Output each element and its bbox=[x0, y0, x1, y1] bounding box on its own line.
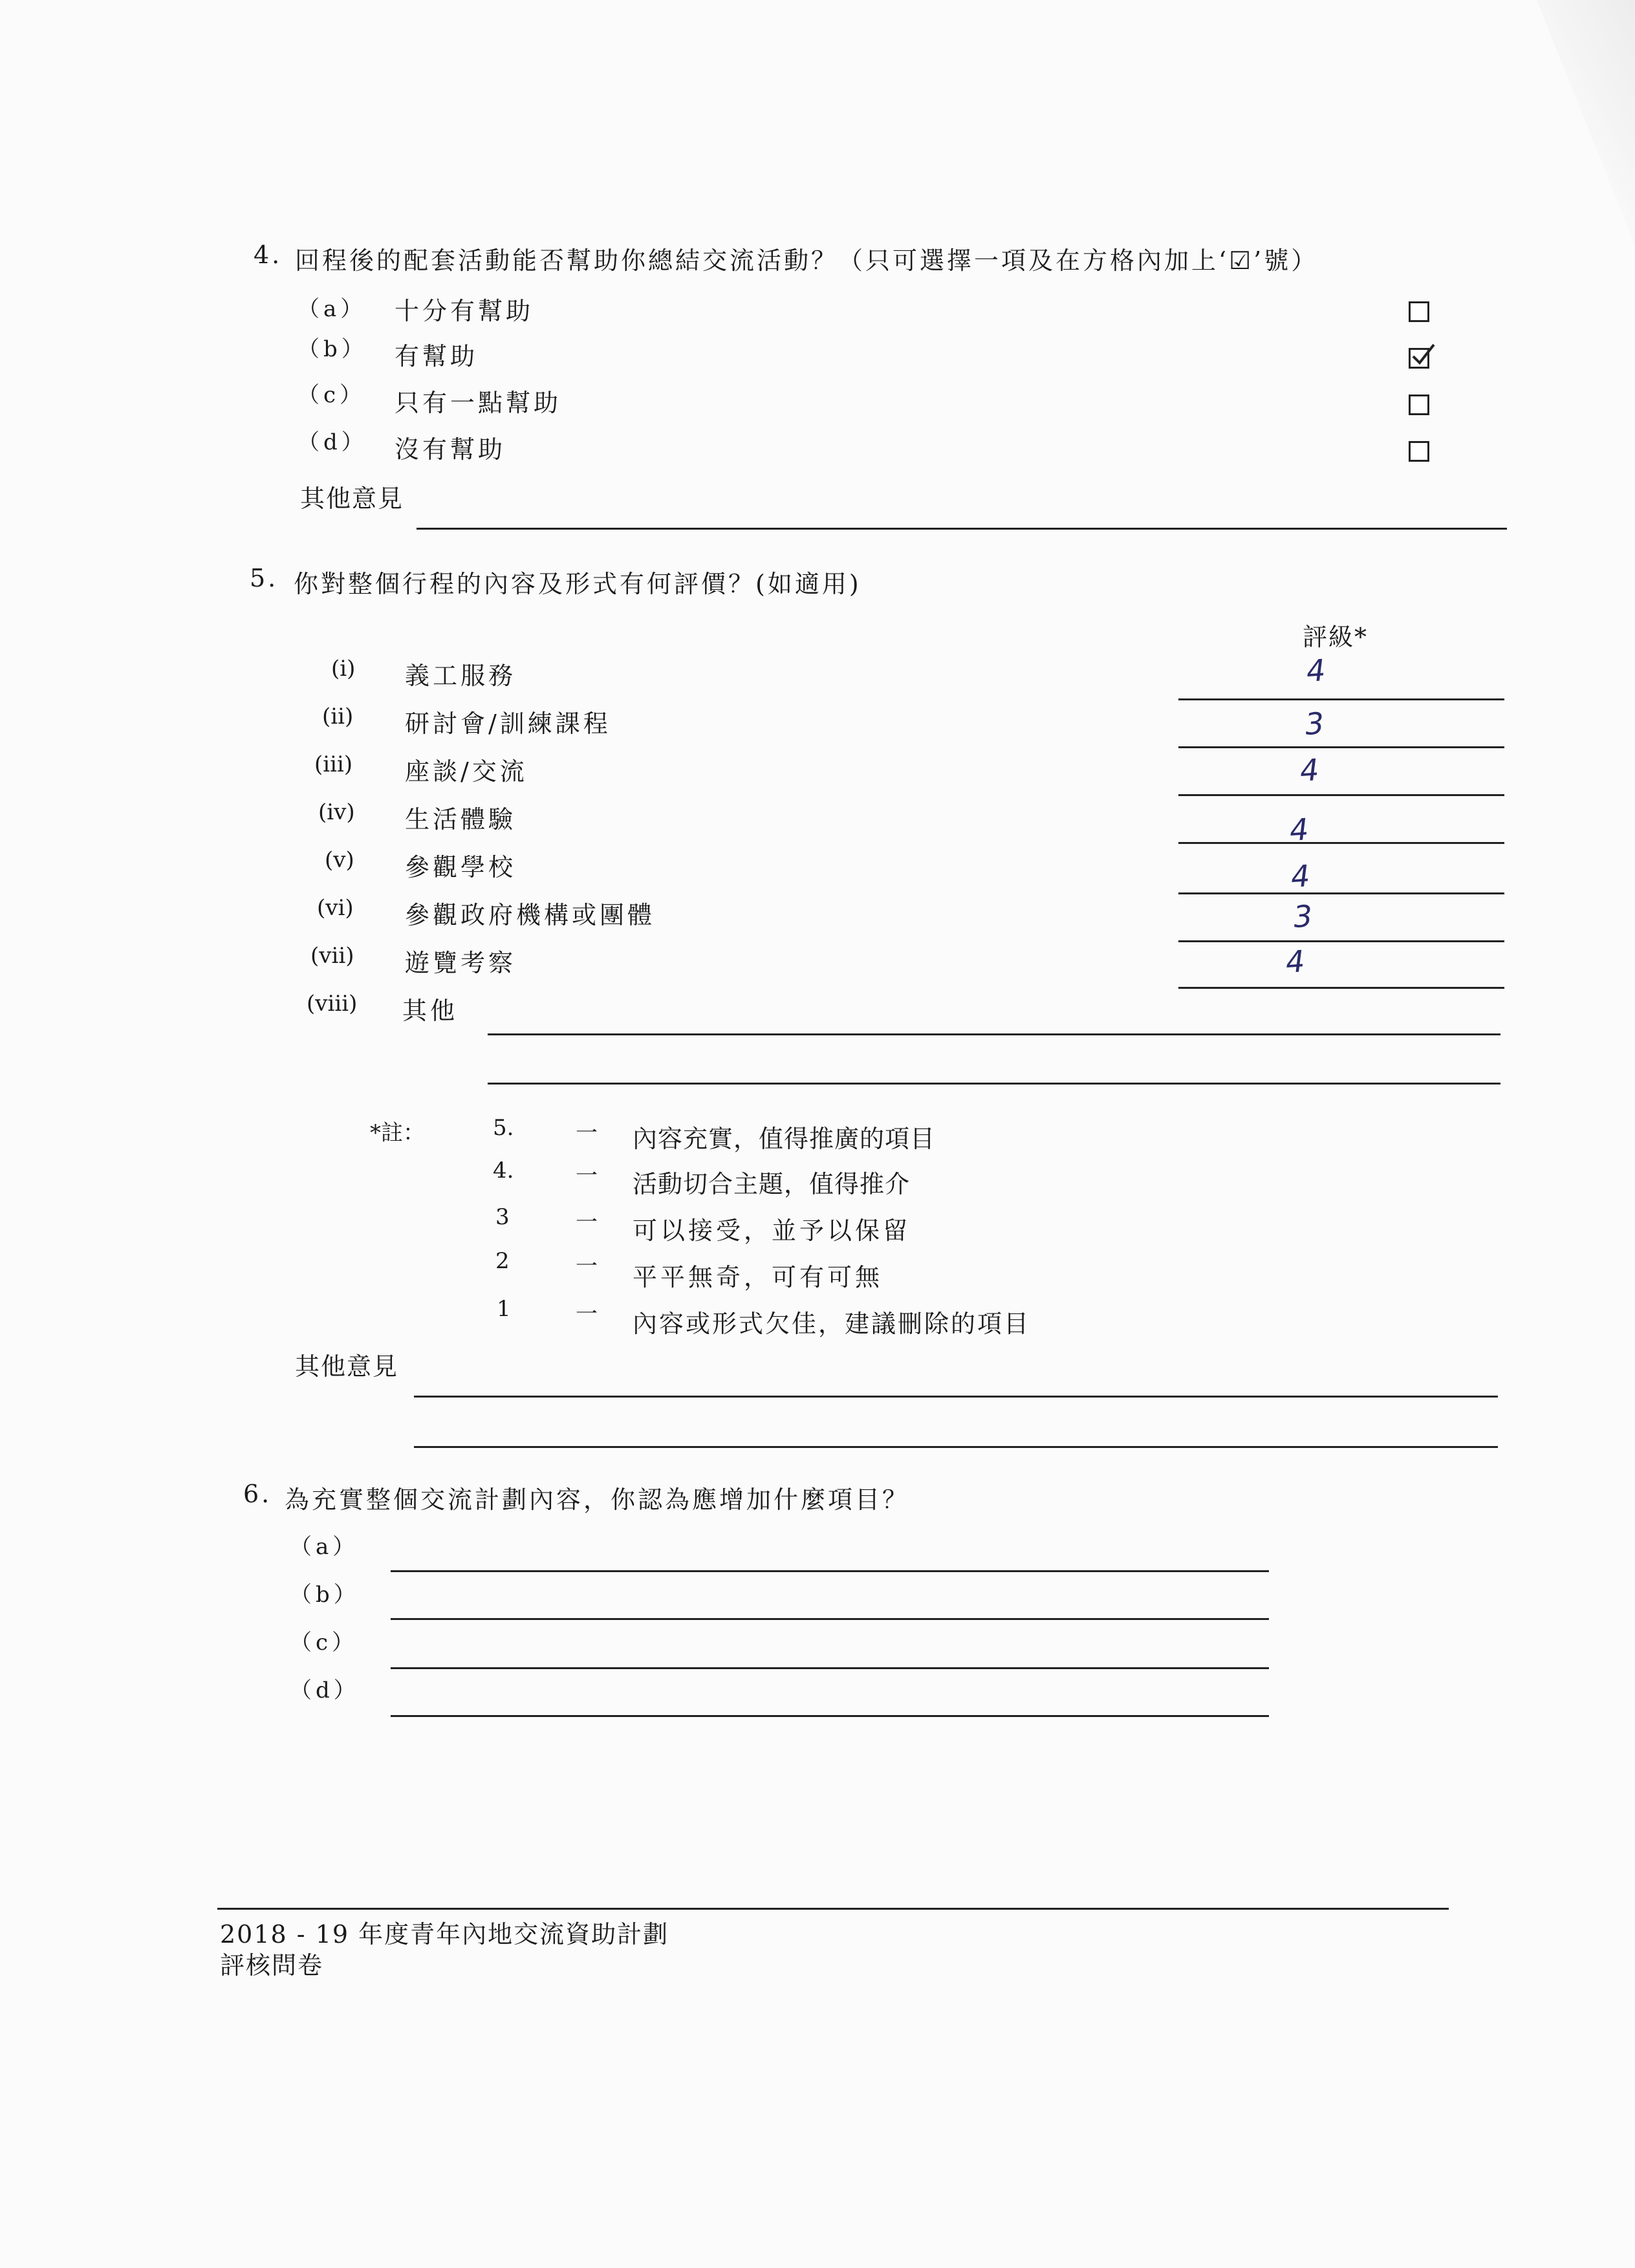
q6-answer-line[interactable] bbox=[391, 1618, 1269, 1620]
q5-item-label: (iii) bbox=[314, 751, 353, 777]
q4-option-c-label: （c） bbox=[298, 382, 366, 408]
q4-option-c-text: 只有一點幫助 bbox=[395, 389, 562, 417]
footer-program-title: 2018 - 19 年度青年內地交流資助計劃 bbox=[220, 1920, 669, 1949]
scale-desc: 內容或形式欠佳，建議刪除的項目 bbox=[633, 1310, 1031, 1338]
q5-other-opinion-line-1[interactable] bbox=[414, 1396, 1498, 1398]
q5-other-opinion-line-2[interactable] bbox=[414, 1446, 1498, 1448]
scale-dash: 一 bbox=[576, 1253, 598, 1279]
q4-option-a-label: （a） bbox=[298, 296, 367, 322]
q6-number: 6. bbox=[243, 1480, 272, 1508]
scale-desc: 可以接受，並予以保留 bbox=[633, 1216, 911, 1245]
q5-item-rating: 3 bbox=[1292, 898, 1314, 934]
q5-rating-line[interactable] bbox=[1178, 940, 1504, 942]
q5-rating-line[interactable] bbox=[1178, 987, 1504, 989]
q5-other-item-label: (viii) bbox=[307, 991, 358, 1017]
q5-item-text: 生活體驗 bbox=[405, 805, 517, 834]
scale-dash: 一 bbox=[576, 1301, 598, 1327]
footer-form-title: 評核問卷 bbox=[220, 1951, 324, 1980]
q4-option-b-label: （b） bbox=[298, 336, 367, 362]
q5-item-rating: 4 bbox=[1288, 812, 1310, 848]
q5-item-text: 研討會/訓練課程 bbox=[405, 709, 611, 738]
scale-desc: 平平無奇，可有可無 bbox=[633, 1263, 883, 1291]
q6-option-label: （d） bbox=[290, 1678, 360, 1703]
q5-rating-line[interactable] bbox=[1178, 892, 1504, 894]
q5-item-label: (v) bbox=[325, 847, 354, 873]
q5-rating-line[interactable] bbox=[1178, 842, 1504, 844]
q4-number: 4. bbox=[254, 241, 283, 269]
check-mark-icon: ☑ bbox=[1229, 246, 1254, 275]
q5-other-line-1[interactable] bbox=[488, 1033, 1500, 1035]
q4-option-b-checkbox[interactable] bbox=[1409, 348, 1429, 369]
q5-item-label: (ii) bbox=[322, 704, 354, 729]
q5-item-rating: 3 bbox=[1304, 706, 1326, 742]
q5-item-text: 遊覽考察 bbox=[405, 949, 517, 977]
q6-answer-line[interactable] bbox=[391, 1715, 1269, 1717]
q5-item-rating: 4 bbox=[1299, 752, 1321, 788]
q5-item-rating: 4 bbox=[1290, 858, 1312, 894]
q4-option-a-checkbox[interactable] bbox=[1409, 301, 1429, 322]
q6-answer-line[interactable] bbox=[391, 1570, 1269, 1572]
q6-option-label: （b） bbox=[290, 1582, 360, 1608]
q4-option-d-text: 沒有幫助 bbox=[395, 435, 506, 464]
q4-option-c-checkbox[interactable] bbox=[1409, 394, 1429, 415]
scale-desc: 活動切合主題，值得推介 bbox=[633, 1170, 911, 1198]
q4-question bbox=[295, 241, 1318, 276]
scale-score: 4. bbox=[493, 1158, 514, 1183]
scale-score: 1 bbox=[497, 1296, 511, 1322]
q5-item-text: 參觀學校 bbox=[405, 853, 517, 881]
q5-item-label: (vii) bbox=[310, 943, 354, 969]
q5-item-label: (iv) bbox=[318, 799, 355, 825]
scale-score: 5. bbox=[493, 1115, 514, 1141]
scale-dash: 一 bbox=[576, 1120, 598, 1146]
q5-item-label: (vi) bbox=[317, 895, 354, 921]
q5-item-rating: 4 bbox=[1305, 653, 1327, 689]
scale-dash: 一 bbox=[576, 1209, 598, 1235]
q4-option-b-text: 有幫助 bbox=[395, 342, 479, 371]
checkmark-icon bbox=[1409, 342, 1435, 368]
rating-header: 評級* bbox=[1303, 623, 1369, 651]
q4-text-end: ’號） bbox=[1253, 246, 1319, 275]
q4-other-label: 其他意見 bbox=[300, 484, 404, 513]
q5-rating-line[interactable] bbox=[1178, 698, 1504, 700]
q4-option-d-label: （d） bbox=[298, 429, 367, 455]
scale-dash: 一 bbox=[576, 1163, 598, 1189]
q5-other-label: 其他意見 bbox=[295, 1352, 399, 1381]
q5-item-text: 參觀政府機構或團體 bbox=[405, 901, 656, 929]
note-label: *註： bbox=[370, 1120, 425, 1146]
q5-item-rating: 4 bbox=[1284, 944, 1306, 980]
q5-other-item-text: 其他 bbox=[402, 997, 459, 1025]
footer-divider bbox=[217, 1908, 1449, 1910]
q6-option-label: （c） bbox=[290, 1630, 358, 1656]
q4-text: 回程後的配套活動能否幫助你總結交流活動？（只可選擇一項及在方格內加上‘ bbox=[295, 246, 1229, 275]
q5-number: 5. bbox=[250, 564, 279, 592]
q4-option-d-checkbox[interactable] bbox=[1409, 441, 1429, 462]
q5-other-line-2[interactable] bbox=[488, 1083, 1500, 1085]
scale-score: 3 bbox=[495, 1204, 510, 1230]
q5-question: 你對整個行程的內容及形式有何評價？(如適用) bbox=[294, 570, 861, 598]
scale-score: 2 bbox=[495, 1248, 510, 1274]
q5-rating-line[interactable] bbox=[1178, 794, 1504, 796]
q5-item-text: 座談/交流 bbox=[405, 757, 528, 786]
q5-rating-line[interactable] bbox=[1178, 746, 1504, 748]
page-edge-shadow bbox=[1512, 0, 1635, 246]
q4-other-line[interactable] bbox=[417, 528, 1507, 530]
q4-option-a-text: 十分有幫助 bbox=[395, 297, 534, 325]
q6-option-label: （a） bbox=[290, 1534, 359, 1560]
q6-answer-line[interactable] bbox=[391, 1667, 1269, 1669]
q6-question: 為充實整個交流計劃內容，你認為應增加什麼項目？ bbox=[285, 1485, 910, 1514]
scale-desc: 內容充實，值得推廣的項目 bbox=[633, 1125, 936, 1153]
q5-item-text: 義工服務 bbox=[405, 662, 517, 690]
q5-item-label: (i) bbox=[331, 656, 356, 682]
